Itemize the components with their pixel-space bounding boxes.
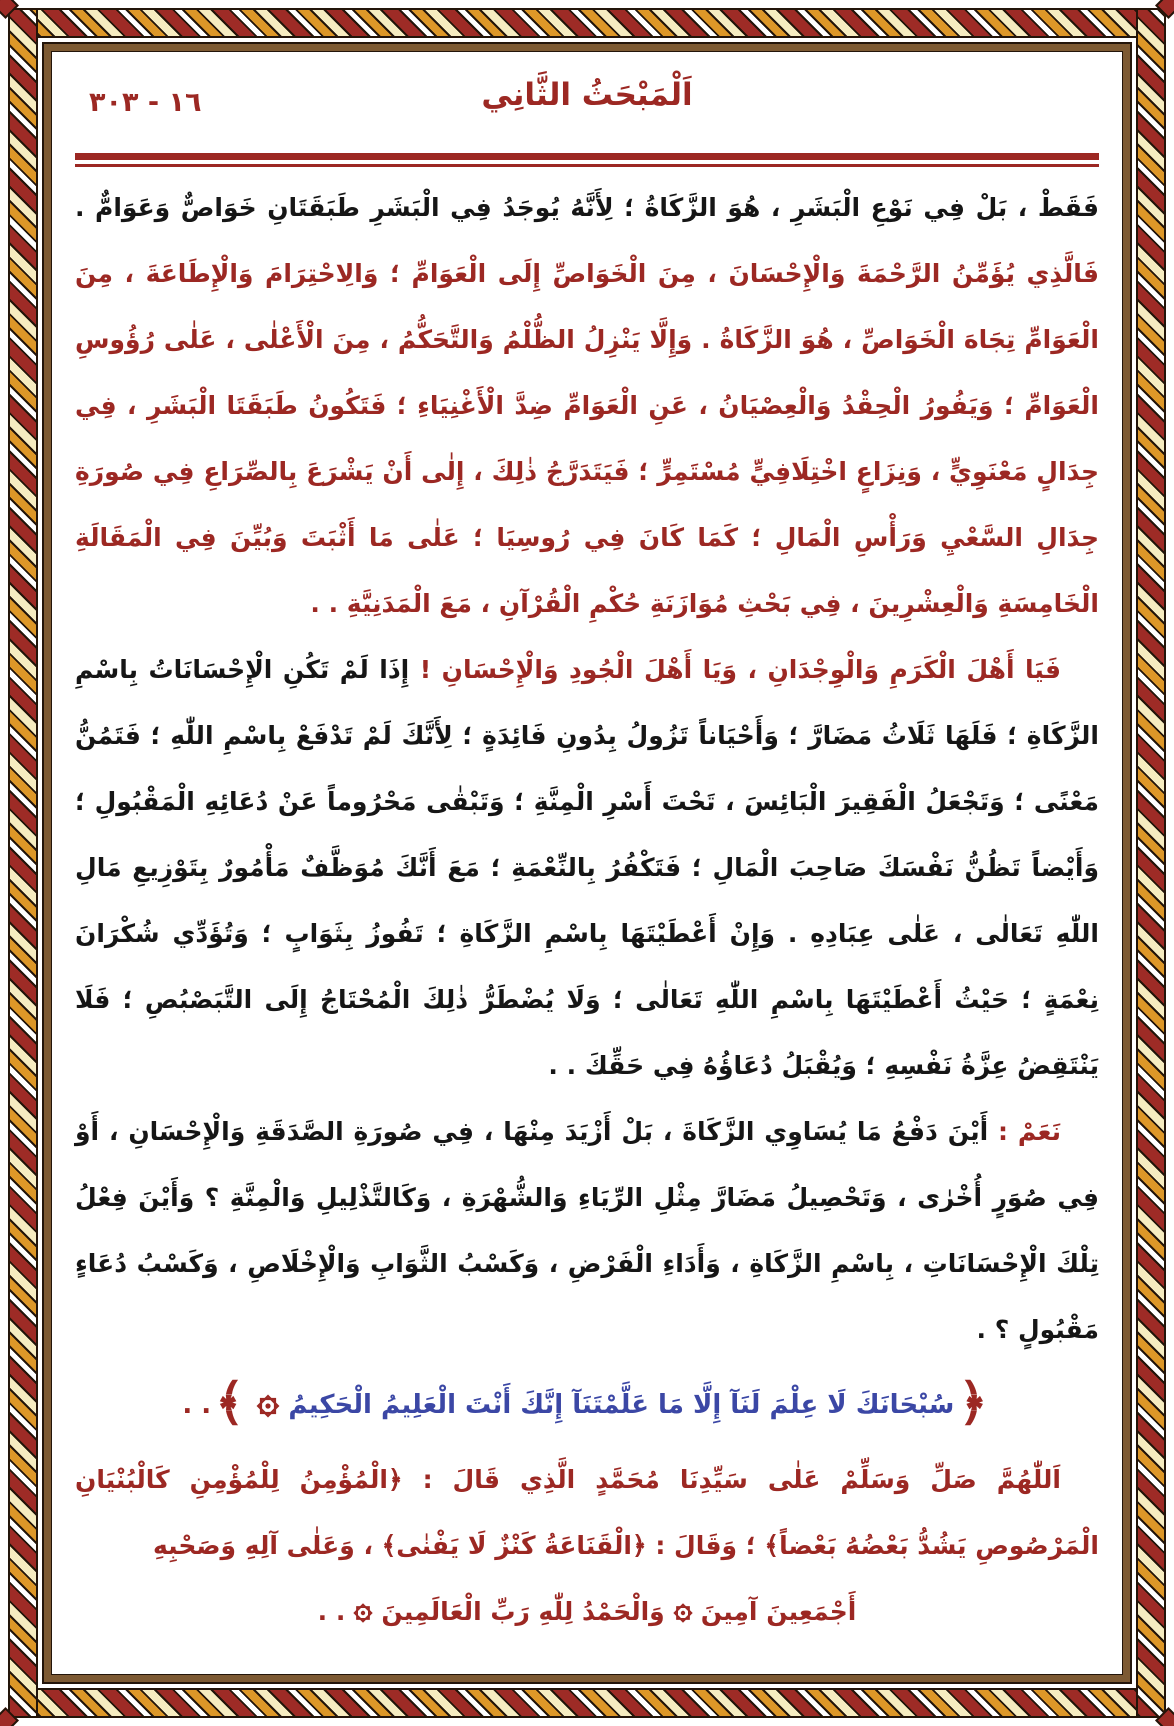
ornate-bracket-close-icon: ﴾	[215, 1372, 245, 1431]
rub-el-hizb-icon	[255, 1393, 281, 1419]
text-segment: وَالْحَمْدُ لِلّٰهِ رَبِّ الْعَالَمِينَ	[381, 1597, 665, 1626]
header-double-rule	[75, 153, 1099, 167]
border-band-right	[1136, 8, 1166, 1718]
text-segment: فَيَا أَهْلَ الْكَرَمِ وَالْوِجْدَانِ ، وَيَا أَهْلَ الْجُودِ وَالْإِحْسَانِ !	[419, 655, 1062, 684]
body-text	[75, 175, 1099, 1645]
text-segment: فَقَطْ ، بَلْ فِي نَوْعِ الْبَشَرِ ، هُوَ الزَّكَاةُ ؛ لِأَنَّهُ يُوجَدُ فِي الْبَشَرِ طَبَقَتَانِ خَوَاصٌّ وَعَوَامٌّ .	[75, 193, 1099, 222]
border-band-top	[8, 8, 1166, 38]
ornate-bracket-open-icon: ﴿	[958, 1372, 988, 1431]
verse-trailing-dots: . .	[182, 1390, 212, 1420]
page-content	[53, 53, 1121, 1673]
paragraph-1	[75, 175, 1099, 637]
quran-verse-text: سُبْحَانَكَ لَا عِلْمَ لَنَآ إِلَّا مَا عَلَّمْتَنَآ إِنَّكَ أَنْتَ الْعَلِيمُ الْحَكِيمُ	[288, 1390, 955, 1420]
page-number: ١٦ - ٣٠٣	[89, 87, 202, 118]
rub-el-hizb-icon	[352, 1602, 374, 1624]
text-segment: اَللّٰهُمَّ صَلِّ وَسَلِّمْ عَلٰى سَيِّدِنَا مُحَمَّدٍ الَّذِي قَالَ : ﴿الْمُؤْمِنُ لِلْمُؤْمِنِ كَالْبُنْيَانِ الْمَرْصُوصِ يَشُدُّ بَعْضُهُ بَعْضاً﴾ ؛ وَقَالَ : ﴿الْقَنَاعَةُ كَنْزٌ لَا يَفْنٰى﴾ ، وَعَلٰى آلِهِ وَصَحْبِهِ	[75, 1465, 1099, 1560]
quran-verse-line	[75, 1363, 1099, 1447]
text-segment: أَيْنَ دَفْعُ مَا يُسَاوِي الزَّكَاةَ ، بَلْ أَزْيَدَ مِنْهَا ، فِي صُورَةِ الصَّدَقَةِ وَالْإِحْسَانِ ، أَوْ فِي صُوَرٍ أُخْرٰى ، وَتَحْصِيلُ مَضَارَّ مِثْلِ الرِّيَاءِ وَالشُّهْرَةِ ، وَكَالتَّذْلِيلِ وَالْمِنَّةِ ؟ وَأَيْنَ فِعْلُ تِلْكَ الْإِحْسَانَاتِ ، بِاسْمِ الزَّكَاةِ ، وَأَدَاءِ الْفَرْضِ ، وَكَسْبُ الثَّوَابِ وَالْإِخْلَاصِ ، وَكَسْبُ دُعَاءٍ مَقْبُولٍ ؟ .	[75, 1117, 1099, 1344]
text-segment: إِذَا لَمْ تَكُنِ الْإِحْسَانَاتُ بِاسْمِ الزَّكَاةِ ؛ فَلَهَا ثَلَاثُ مَضَارَّ ؛ وَأَحْيَاناً تَزُولُ بِدُونِ فَائِدَةٍ ؛ لِأَنَّكَ لَمْ تَدْفَعْ بِاسْمِ اللّٰهِ ؛ فَتَمُنُّ مَعْنًى ؛ وَتَجْعَلُ الْفَقِيرَ الْبَائِسَ ، تَحْتَ أَسْرِ الْمِنَّةِ ؛ وَتَبْقٰى مَحْرُوماً عَنْ دُعَائِهِ الْمَقْبُولِ ؛ وَأَيْضاً تَظُنُّ نَفْسَكَ صَاحِبَ الْمَالِ ؛ فَتَكْفُرُ بِالنِّعْمَةِ ؛ مَعَ أَنَّكَ مُوَظَّفٌ مَأْمُورٌ بِتَوْزِيعِ مَالِ اللّٰهِ تَعَالٰى ، عَلٰى عِبَادِهِ . وَإِنْ أَعْطَيْتَهَا بِاسْمِ الزَّكَاةِ ؛ تَفُوزُ بِثَوَابٍ ؛ وَتُؤَدِّي شُكْرَانَ نِعْمَةٍ ؛ حَيْثُ أَعْطَيْتَهَا بِاسْمِ اللّٰهِ تَعَالٰى ؛ وَلَا يُضْطَرُّ ذٰلِكَ الْمُحْتَاجُ إِلَى التَّبَصْبُصِ ؛ فَلَا يَنْتَقِضُ عِزَّةُ نَفْسِهِ ؛ وَيُقْبَلُ دُعَاؤُهُ فِي حَقِّكَ . .	[75, 655, 1099, 1080]
text-segment: أَجْمَعِينَ آمِينَ	[700, 1597, 857, 1626]
closing-line	[75, 1579, 1099, 1645]
page-title: اَلْمَبْحَثُ الثَّانِي	[481, 77, 693, 113]
paragraph-4	[75, 1447, 1099, 1579]
paragraph-3	[75, 1099, 1099, 1363]
text-segment: نَعَمْ :	[998, 1117, 1061, 1146]
closing-dots: . .	[317, 1597, 346, 1626]
paragraph-2	[75, 637, 1099, 1099]
page-header	[75, 61, 1099, 137]
border-band-left	[8, 8, 38, 1718]
text-segment: فَالَّذِي يُؤَمِّنُ الرَّحْمَةَ وَالْإِحْسَانَ ، مِنَ الْخَوَاصِّ إِلَى الْعَوَامِّ ؛ وَالِاحْتِرَامَ وَالْإِطَاعَةَ ، مِنَ الْعَوَامِّ تِجَاهَ الْخَوَاصِّ ، هُوَ الزَّكَاةُ . وَإِلَّا يَنْزِلُ الظُّلْمُ وَالتَّحَكُّمُ ، مِنَ الْأَعْلٰى ، عَلٰى رُؤُوسِ الْعَوَامِّ ؛ وَيَفُورُ الْحِقْدُ وَالْعِصْيَانُ ، عَنِ الْعَوَامِّ ضِدَّ الْأَغْنِيَاءِ ؛ فَتَكُونُ طَبَقَتَا الْبَشَرِ ، فِي جِدَالٍ مَعْنَوِيٍّ ، وَنِزَاعٍ اخْتِلَافِيٍّ مُسْتَمِرٍّ ؛ فَيَتَدَرَّجُ ذٰلِكَ ، إِلٰى أَنْ يَشْرَعَ بِالصِّرَاعِ فِي صُورَةِ جِدَالِ السَّعْيِ وَرَأْسِ الْمَالِ ؛ كَمَا كَانَ فِي رُوسِيَا ؛ عَلٰى مَا أَثْبَتَ وَبُيِّنَ فِي الْمَقَالَةِ الْخَامِسَةِ وَالْعِشْرِينَ ، فِي بَحْثِ مُوَازَنَةِ حُكْمِ الْقُرْآنِ ، مَعَ الْمَدَنِيَّةِ . .	[75, 259, 1099, 618]
border-band-bottom	[8, 1688, 1166, 1718]
rub-el-hizb-icon	[672, 1602, 694, 1624]
